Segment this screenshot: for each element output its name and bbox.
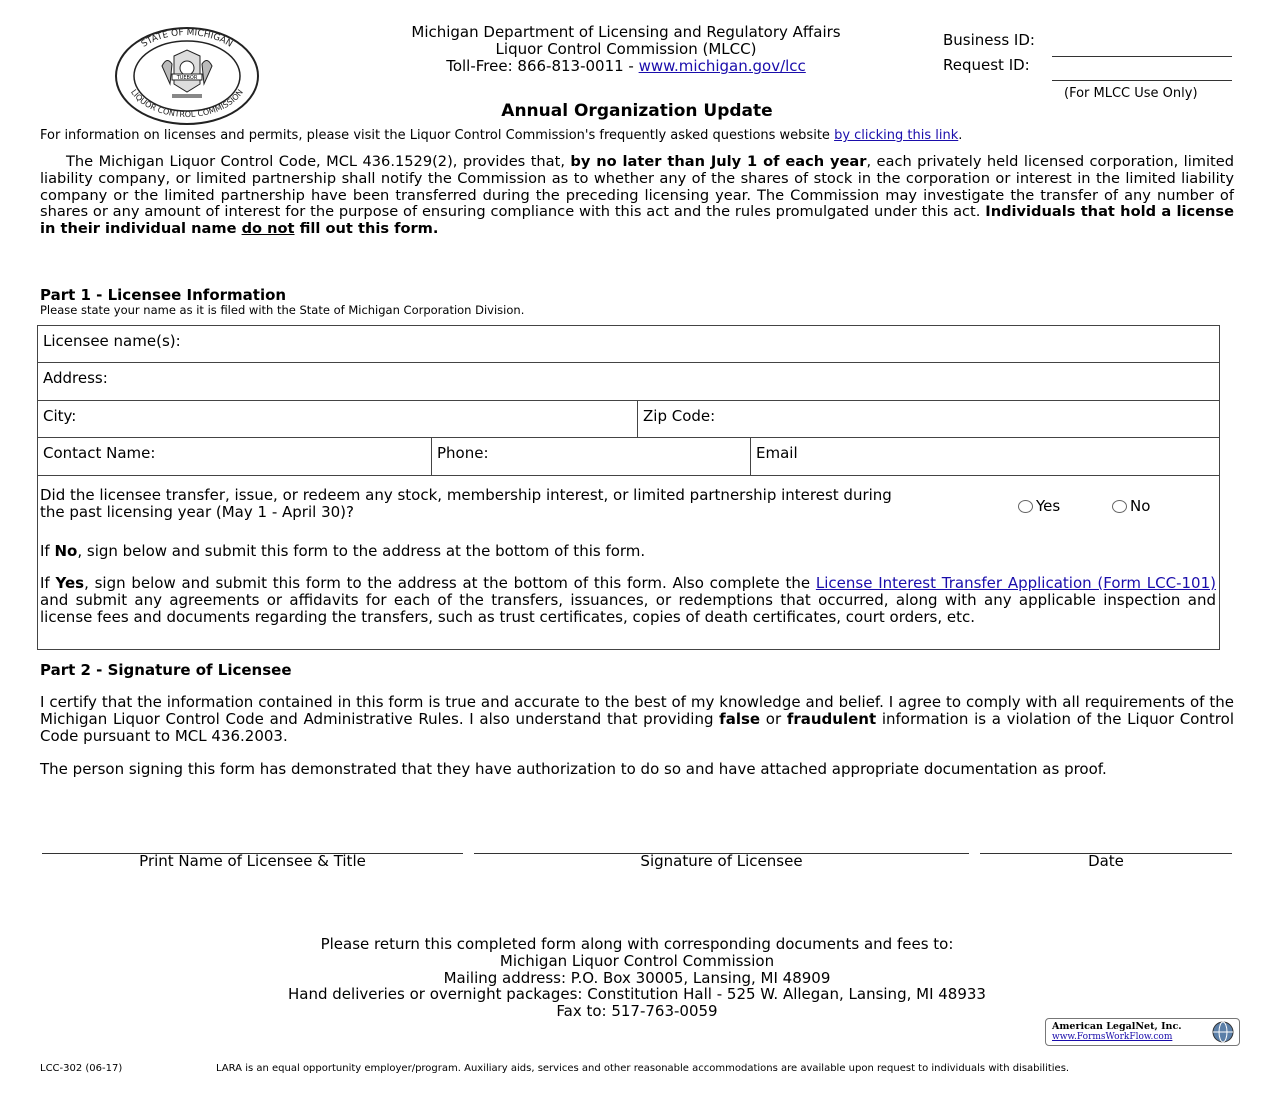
mlcc-website-link[interactable]: www.michigan.gov/lcc	[638, 57, 806, 75]
globe-icon	[1210, 1020, 1236, 1044]
form-title: Annual Organization Update	[501, 101, 773, 121]
info-line	[40, 128, 1240, 143]
zip-code-field[interactable]	[638, 401, 1218, 437]
cert-or: or	[760, 709, 787, 728]
authorization-paragraph: The person signing this form has demonstrated that they have authorization to do so and have attached appropriate documentation as proof.	[40, 760, 1107, 778]
form-id: LCC-302 (06-17)	[40, 1063, 123, 1074]
deadline-text: by no later than July 1 of each year	[570, 153, 867, 170]
cert-text-e: information is a violation of the Liquor Control Code pursuant to MCL 436.2003.	[40, 709, 1234, 745]
yes-label: Yes	[1036, 497, 1061, 515]
yes-option[interactable]	[1018, 497, 1060, 515]
contact-name-field[interactable]	[38, 438, 430, 474]
fraudulent-word: fraudulent	[786, 709, 877, 728]
lcc-101-link[interactable]: License Interest Transfer Application (Form LCC-101)	[815, 574, 1216, 592]
business-id-label: Business ID:	[943, 31, 1035, 49]
signature-label: Signature of Licensee	[640, 852, 803, 870]
cert-text-a: I certify that the information contained in this form is true and accurate to the best of my knowledge and belief. I agree to comply with all requirements of the Michigan Liquor Control Code and Administrative Rules. I also understand that providing	[40, 693, 1234, 728]
svg-text:LIQUOR CONTROL COMMISSION: LIQUOR CONTROL COMMISSION	[129, 87, 245, 120]
city-field[interactable]	[38, 401, 636, 437]
if-yes-text-rest: and submit any agreements or affidavits for each of the transfers, issuances, or redemptions that occurred, along with any applicable inspection and license fees and documents regarding the transfers, such as trust certificates, copies of death certificates, court orders, etc.	[40, 590, 1216, 626]
yes-word: Yes	[55, 574, 85, 592]
phone-field[interactable]	[432, 438, 749, 474]
eeo-statement: LARA is an equal opportunity employer/program. Auxiliary aids, services and other reasonable accommodations are available upon request to individuals with disabilities.	[216, 1063, 1070, 1074]
contact-line	[340, 58, 912, 75]
fill-out-text: fill out this form.	[294, 220, 439, 238]
zip-code-label: Zip Code:	[643, 407, 716, 425]
info-text: For information on licenses and permits, please visit the Liquor Control Commission's frequently asked questions website	[40, 128, 835, 143]
no-word: No	[54, 542, 78, 560]
if-yes-instructions	[40, 575, 1216, 625]
agency-name: Michigan Department of Licensing and Regulatory Affairs	[411, 23, 841, 41]
request-id-field[interactable]	[1052, 80, 1232, 81]
email-field[interactable]	[751, 438, 1218, 474]
date-label: Date	[1088, 852, 1124, 870]
toll-free-number: Toll-Free: 866-813-0011 -	[446, 57, 639, 75]
licensee-name-field[interactable]	[38, 326, 1218, 362]
intro-paragraph	[40, 154, 1234, 238]
intro-text-a: The Michigan Liquor Control Code, MCL 436.1529(2), provides that,	[66, 153, 571, 170]
no-radio[interactable]	[1112, 500, 1127, 513]
legalnet-badge[interactable]	[1045, 1018, 1240, 1046]
return-instruction: Please return this completed form along with corresponding documents and fees to:	[320, 935, 954, 953]
if-no-text: , sign below and submit this form to the address at the bottom of this form.	[77, 542, 646, 560]
fax-number: Fax to: 517-763-0059	[556, 1002, 718, 1021]
do-not-text: do not	[241, 220, 295, 238]
faq-link[interactable]: by clicking this link	[834, 128, 959, 143]
email-label: Email	[756, 444, 798, 462]
intro-text-c: , each privately held licensed corporation, limited liability company, or limited partnership shall notify the Commission as to whether any of the shares of stock in the corporation or interest in the limited liability company or the limited partnership have been transferred during the preceding licensing year. The Commission may investigate the transfer of any number of shares or any amount of interest for the purpose of ensuring compliance with this act and the rules promulgated under this act.	[40, 153, 1234, 221]
mailing-address: Mailing address: P.O. Box 30005, Lansing, MI 48909	[443, 968, 831, 987]
part1-heading: Part 1 - Licensee Information	[40, 286, 287, 304]
request-id-label: Request ID:	[943, 56, 1030, 74]
address-label: Address:	[43, 369, 108, 387]
hand-delivery-address: Hand deliveries or overnight packages: Constitution Hall - 525 W. Allegan, Lansing, MI 48933	[288, 985, 986, 1004]
svg-text:TUEBOR: TUEBOR	[176, 75, 198, 81]
no-option[interactable]	[1112, 497, 1150, 515]
licensee-name-label: Licensee name(s):	[43, 332, 181, 350]
individual-note: Individuals that hold a license in their individual name	[40, 203, 1234, 238]
no-label: No	[1130, 497, 1151, 515]
yes-radio[interactable]	[1018, 500, 1033, 513]
return-agency: Michigan Liquor Control Commission	[499, 951, 775, 970]
false-word: false	[719, 709, 761, 728]
if-yes-prefix: If	[40, 574, 56, 592]
legalnet-name: American LegalNet, Inc.	[1052, 1021, 1182, 1032]
transfer-question: Did the licensee transfer, issue, or redeem any stock, membership interest, or limited partnership interest during the past licensing year (May 1 - April 30)?	[40, 486, 892, 521]
print-name-label: Print Name of Licensee & Title	[139, 852, 366, 870]
part2-heading: Part 2 - Signature of Licensee	[40, 661, 292, 679]
certification-paragraph	[40, 694, 1234, 744]
phone-label: Phone:	[437, 444, 489, 462]
business-id-field[interactable]	[1052, 56, 1232, 57]
commission-name: Liquor Control Commission (MLCC)	[495, 40, 757, 58]
if-no-prefix: If	[40, 542, 55, 560]
contact-name-label: Contact Name:	[43, 444, 156, 462]
address-field[interactable]	[38, 363, 1218, 399]
state-seal-logo	[112, 26, 262, 126]
city-label: City:	[43, 407, 77, 425]
if-no-instructions	[40, 542, 645, 560]
if-yes-text: , sign below and submit this form to the address at the bottom of this form. Also complete the	[84, 574, 816, 592]
part1-subheading: Please state your name as it is filed with the State of Michigan Corporation Division.	[40, 303, 525, 317]
return-address	[137, 936, 1137, 1020]
legalnet-url[interactable]: www.FormsWorkFlow.com	[1052, 1032, 1173, 1042]
info-period: .	[958, 128, 963, 143]
svg-text:STATE OF MICHIGAN: STATE OF MICHIGAN	[139, 27, 235, 50]
mlcc-use-note: (For MLCC Use Only)	[1064, 86, 1198, 101]
